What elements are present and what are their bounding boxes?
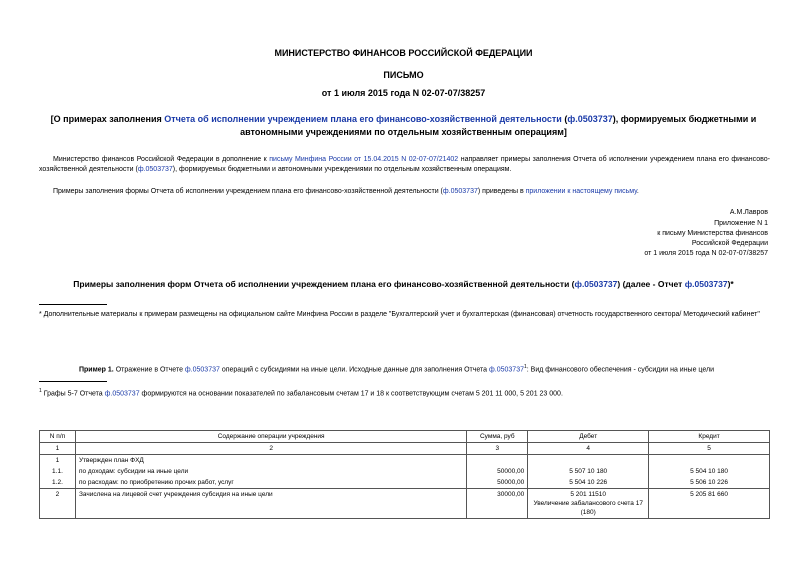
ministry-title: МИНИСТЕРСТВО ФИНАНСОВ РОССИЙСКОЙ ФЕДЕРАЦИИ	[274, 48, 533, 58]
subject-report-link[interactable]: Отчета об исполнении учреждением плана его финансово-хозяйственной деятельности	[164, 114, 562, 124]
row-sum: 50000,00	[467, 466, 528, 477]
appendix-line-1: Приложение N 1	[714, 220, 768, 227]
section-title-b: ) (далее - Отчет	[617, 279, 685, 289]
colnum-cell: 3	[467, 443, 528, 455]
table-row	[40, 455, 770, 467]
row-debit: 5 504 10 226	[528, 477, 649, 489]
example-1-form-link[interactable]: ф.0503737	[184, 366, 220, 374]
footnote-divider-2	[39, 381, 107, 382]
appendix-line-2: к письму Министерства финансов	[657, 230, 768, 237]
example-1-label: Пример 1.	[79, 366, 114, 374]
doc-type: ПИСЬМО	[383, 70, 424, 80]
subject-mid: (	[561, 114, 568, 124]
table-header-row	[40, 431, 770, 443]
example-1	[39, 362, 770, 375]
section-title	[0, 279, 807, 289]
section-title-a: Примеры заполнения форм Отчета об исполнении учреждением плана его финансово-хозяйственной деятельности (	[73, 279, 575, 289]
row-debit-note: Увеличение забалансового счета 17 (180)	[533, 500, 643, 516]
paragraph-2	[39, 187, 770, 197]
subject-heading	[50, 113, 757, 139]
row-debit-cell	[528, 489, 649, 519]
appendix-line-4: от 1 июля 2015 года N 02-07-07/38257	[644, 250, 768, 257]
operations-table	[39, 430, 770, 519]
header-cell: Дебет	[528, 431, 649, 443]
footnote-1: * Дополнительные материалы к примерам размещены на официальном сайте Минфина России в разделе "Бухгалтерский учет и бухгалтерская (финансовая) отчетность государственного сектора/ Методический кабинет"	[39, 311, 760, 318]
paragraph-1	[39, 155, 770, 175]
row-debit	[528, 455, 649, 467]
subject-form-link[interactable]: ф.0503737	[567, 114, 613, 124]
p2-text-b: ) приведены в	[477, 188, 526, 195]
p1-text-a: Министерство финансов Российской Федерации в дополнение к	[53, 156, 270, 163]
footnote-2-form-link[interactable]: ф.0503737	[104, 390, 140, 398]
p1-letter-link[interactable]: письму Минфина России от 15.04.2015 N 02-07-07/21402	[269, 156, 459, 163]
colnum-cell: 1	[40, 443, 76, 455]
row-operation: Утвержден план ФХД	[75, 455, 466, 467]
footnote-2-text-b: формируются на основании показателей по забалансовым счетам 17 и 18 к соответствующим счетам 5 201 11 000, 5 201 23 000.	[139, 390, 563, 398]
row-debit: 5 201 11510	[570, 491, 607, 498]
p2-form-link[interactable]: ф.0503737	[442, 188, 478, 195]
footnote-2	[39, 386, 770, 399]
example-1-text-a: Отражение в Отчете	[113, 366, 185, 374]
row-operation: по расходам: по приобретению прочих работ, услуг	[75, 477, 466, 489]
row-operation: Зачислена на лицевой счет учреждения субсидия на иные цели	[75, 489, 466, 519]
row-sum: 50000,00	[467, 477, 528, 489]
header-cell: Содержание операции учреждения	[75, 431, 466, 443]
row-number: 1.2.	[40, 477, 76, 489]
table-row	[40, 466, 770, 477]
row-number: 1	[40, 455, 76, 467]
p1-text-c: ), формируемых бюджетными и автономными учреждениями по отдельным хозяйственным операциям.	[172, 166, 512, 173]
colnum-cell: 5	[649, 443, 770, 455]
example-1-footnote-mark: 1	[524, 364, 527, 370]
colnum-cell: 2	[75, 443, 466, 455]
appendix-line-3: Российской Федерации	[691, 240, 768, 247]
subject-prefix: [О примерах заполнения	[50, 114, 165, 124]
table-colnum-row	[40, 443, 770, 455]
section-title-c: )*	[727, 279, 734, 289]
header-cell: Кредит	[649, 431, 770, 443]
footnote-2-text-a: Графы 5-7 Отчета	[41, 390, 105, 398]
p2-appendix-link[interactable]: приложении к настоящему письму	[525, 188, 637, 195]
colnum-cell: 4	[528, 443, 649, 455]
footnote-divider-1	[39, 304, 107, 305]
section-form-link[interactable]: ф.0503737	[574, 279, 618, 289]
example-1-form-link-2[interactable]: ф.0503737	[489, 366, 524, 374]
table-row	[40, 489, 770, 519]
table-row	[40, 477, 770, 489]
row-number: 1.1.	[40, 466, 76, 477]
p1-form-link[interactable]: ф.0503737	[137, 166, 173, 173]
row-operation: по доходам: субсидии на иные цели	[75, 466, 466, 477]
doc-date-number: от 1 июля 2015 года N 02-07-07/38257	[321, 88, 486, 98]
row-number: 2	[40, 489, 76, 519]
row-sum: 30000,00	[467, 489, 528, 519]
row-credit: 5 506 10 226	[649, 477, 770, 489]
p2-text-c: .	[636, 188, 639, 195]
row-credit	[649, 455, 770, 467]
example-1-text-b: операций с субсидиями на иные цели. Исходные данные для заполнения Отчета	[219, 366, 490, 374]
header-cell: Сумма, руб	[467, 431, 528, 443]
row-sum	[467, 455, 528, 467]
example-1-text-c: : Вид финансового обеспечения - субсидии на иные цели	[526, 366, 715, 374]
row-debit: 5 507 10 180	[528, 466, 649, 477]
p2-text-a: Примеры заполнения формы Отчета об исполнении учреждением плана его финансово-хозяйственной деятельности (	[53, 188, 443, 195]
p1-text-b: направляет примеры заполнения Отчета об исполнении учреждением плана его финансово-хозяйственной деятельности (	[39, 156, 770, 173]
subject-suffix: ), формируемых бюджетными и автономными учреждениями по отдельным хозяйственным операциям]	[240, 114, 757, 137]
row-credit: 5 504 10 180	[649, 466, 770, 477]
row-credit: 5 205 81 660	[649, 489, 770, 519]
section-form-link-2[interactable]: ф.0503737	[684, 279, 728, 289]
signature: А.М.Лавров	[729, 209, 768, 216]
footnote-2-mark: 1	[39, 388, 42, 394]
header-cell: N п/п	[40, 431, 76, 443]
